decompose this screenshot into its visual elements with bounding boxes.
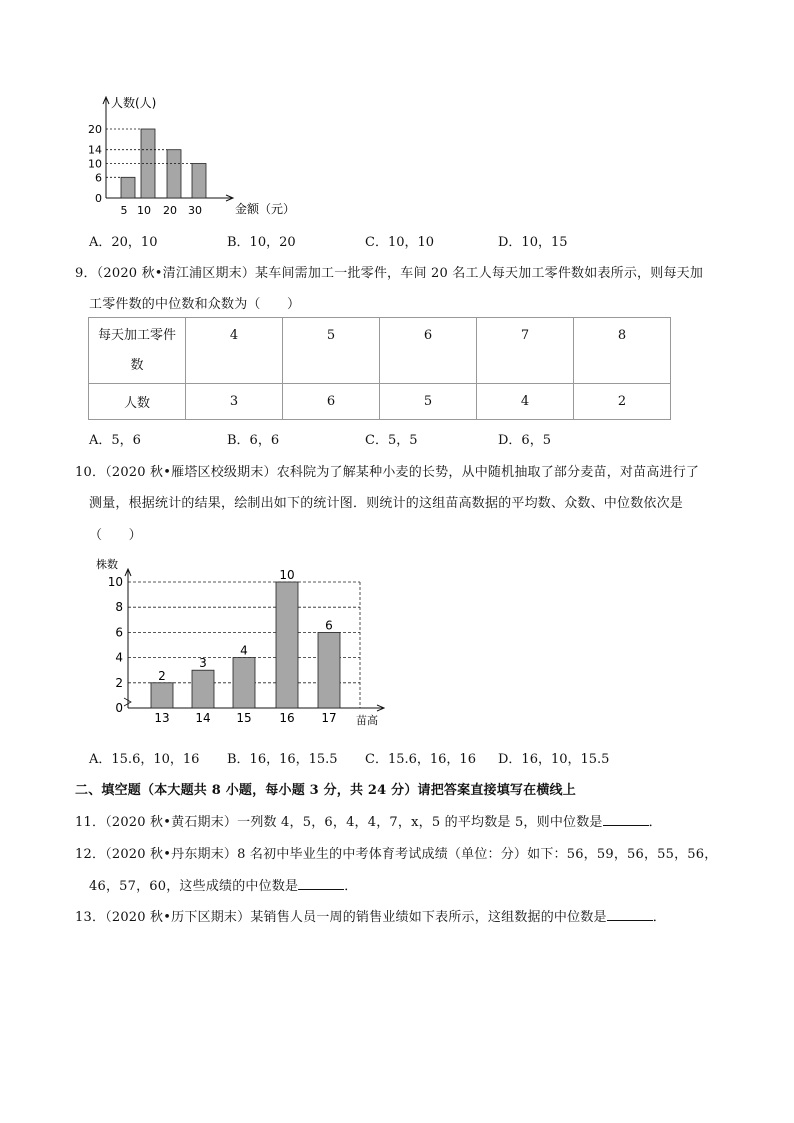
- q9-option-d[interactable]: D．6，5: [498, 433, 551, 448]
- data-label: 2: [158, 668, 166, 683]
- q9-table-cell: 2: [574, 384, 671, 420]
- y-tick-label: 0: [115, 701, 123, 715]
- q9-stem-line2: 工零件数的中位数和众数为（ ）: [89, 297, 301, 312]
- q9-option-a[interactable]: A．5，6: [89, 433, 141, 448]
- q13-answer-blank[interactable]: [607, 908, 653, 921]
- bar: [192, 164, 206, 199]
- y-tick-label: 10: [88, 157, 102, 171]
- y-axis-label: 株数: [96, 558, 118, 571]
- section2-title: 二、填空题（本大题共 8 小题，每小题 3 分，共 24 分）请把答案直接填写在横线上: [75, 783, 576, 798]
- q10-option-c[interactable]: C．15.6，16，16: [365, 752, 476, 767]
- bar: [192, 670, 214, 708]
- bar: [121, 177, 135, 198]
- x-tick-label: 16: [279, 711, 295, 725]
- q9-option-b[interactable]: B．6，6: [227, 433, 280, 448]
- y-axis-label: 人数(人): [111, 96, 157, 110]
- q8-option-d[interactable]: D．10，15: [498, 235, 568, 250]
- x-tick-label: 10: [137, 204, 151, 217]
- y-tick-label: 10: [107, 575, 123, 589]
- data-label: 4: [240, 643, 248, 658]
- data-label: 6: [325, 618, 333, 633]
- y-tick-label: 6: [115, 625, 123, 640]
- y-tick-label: 14: [88, 143, 102, 157]
- y-tick-label: 4: [115, 650, 123, 665]
- bar: [318, 632, 340, 708]
- q11-text: 11．（2020 秋•黄石期末）一列数 4，5，6，4，4，7，x，5 的平均数是 5，则中位数是 ．: [75, 815, 662, 830]
- x-tick-label: 14: [195, 711, 211, 725]
- x-tick-label: 5: [120, 204, 128, 217]
- q12-line1: 12．（2020 秋•丹东期末）8 名初中毕业生的中考体育考试成绩（单位：分）如下：56，59，56，55，56，: [75, 847, 718, 862]
- x-tick-label: 30: [188, 204, 202, 217]
- bar: [151, 683, 173, 708]
- x-axis-label: 金额（元）: [235, 202, 296, 216]
- q9-table-cell: 8: [574, 318, 671, 384]
- q9-table-cell: 6: [283, 384, 380, 420]
- bar: [276, 582, 298, 708]
- bar: [167, 150, 181, 198]
- q12-line2: 46，57，60，这些成绩的中位数是 ．: [89, 879, 358, 894]
- q9-table-cell: 4: [186, 318, 283, 384]
- x-tick-label: 17: [321, 711, 337, 725]
- q9-table-cell: 4: [477, 384, 574, 420]
- q9-table: [88, 317, 671, 420]
- q10-option-d[interactable]: D．16，10，15.5: [498, 752, 610, 767]
- q9-table-header-count: 每天加工零件 数: [89, 318, 186, 384]
- q8-option-c[interactable]: C．10，10: [365, 235, 435, 250]
- y-tick-label: 20: [88, 123, 102, 136]
- data-label: 10: [279, 568, 295, 582]
- bar: [233, 658, 255, 708]
- y-tick-label: 2: [115, 675, 123, 690]
- q10-option-b[interactable]: B．16，16，15.5: [227, 752, 338, 767]
- q9-option-c[interactable]: C．5，5: [365, 433, 418, 448]
- q9-stem-line1: 9．（2020 秋•清江浦区期末）某车间需加工一批零件，车间 20 名工人每天加工零件数如表所示，则每天加: [75, 266, 704, 281]
- x-tick-label: 20: [163, 204, 177, 217]
- q9-table-cell: 5: [380, 384, 477, 420]
- q9-table-cell: 3: [186, 384, 283, 420]
- q10-stem-line1: 10．（2020 秋•雁塔区校级期末）农科院为了解某种小麦的长势，从中随机抽取了部分麦苗，对苗高进行了: [75, 465, 700, 480]
- q8-option-a[interactable]: A．20，10: [89, 235, 158, 250]
- y-tick-label: 6: [95, 171, 102, 185]
- q10-stem-line2: 测量，根据统计的结果，绘制出如下的统计图．则统计的这组苗高数据的平均数、众数、中位数依次是: [89, 496, 684, 511]
- y-tick-label: 8: [115, 600, 123, 615]
- q12-answer-blank[interactable]: [298, 877, 344, 890]
- y-tick-label: 0: [95, 192, 102, 205]
- q9-table-cell: 6: [380, 318, 477, 384]
- q9-table-cell: 7: [477, 318, 574, 384]
- x-tick-label: 13: [154, 711, 170, 725]
- x-tick-label: 15: [236, 711, 252, 725]
- q10-stem-line3: （ ）: [89, 528, 142, 543]
- data-label: 3: [199, 656, 207, 671]
- x-axis-label: 苗高: [356, 714, 378, 727]
- q13-text: 13．（2020 秋•历下区期末）某销售人员一周的销售业绩如下表所示，这组数据的中位数是 ．: [75, 910, 666, 925]
- q8-option-b[interactable]: B．10，20: [227, 235, 296, 250]
- q9-table-header-people: 人数: [89, 384, 186, 420]
- q10-chart: [88, 556, 398, 730]
- q9-table-cell: 5: [283, 318, 380, 384]
- q10-option-a[interactable]: A．15.6，10，16: [89, 752, 200, 767]
- q11-answer-blank[interactable]: [603, 813, 649, 826]
- q8-chart: [86, 92, 296, 220]
